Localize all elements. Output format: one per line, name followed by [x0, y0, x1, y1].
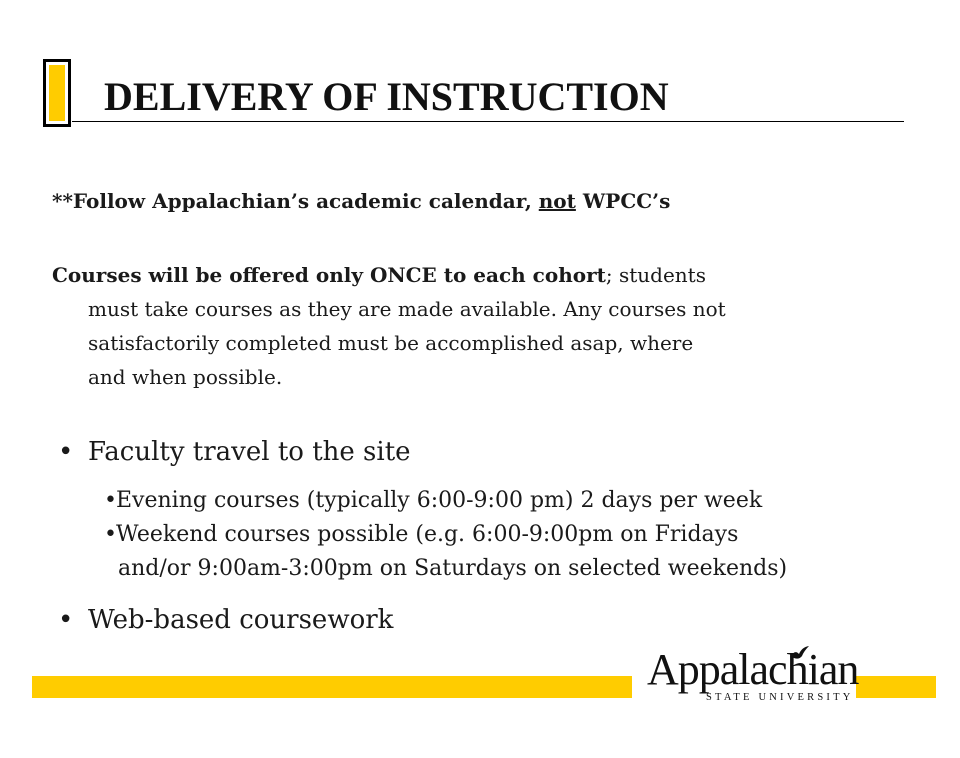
calendar-note — [52, 186, 670, 216]
page-title: DELIVERY OF INSTRUCTION — [104, 74, 669, 119]
sub-bullet-weekend — [104, 518, 738, 552]
calendar-note-emphasis: not — [538, 189, 576, 213]
bird-icon — [788, 645, 810, 665]
sub-bullet-weekend-cont: and/or 9:00am-3:00pm on Saturdays on selected weekends) — [118, 556, 788, 581]
calendar-note-part2: WPCC’s — [575, 189, 671, 213]
bullet-symbol: • — [58, 437, 74, 467]
calendar-note-part1: **Follow Appalachian’s academic calendar, — [52, 189, 539, 213]
logo-subtitle: STATE UNIVERSITY — [706, 692, 854, 703]
bullet-web-based — [58, 604, 393, 636]
sub-bullet-evening-text: Evening courses (typically 6:00-9:00 pm) 2 days per week — [116, 488, 763, 513]
paragraph-line3: satisfactorily completed must be accomplished asap, where — [88, 331, 694, 355]
bullet-symbol: • — [58, 605, 74, 635]
title-rule — [72, 121, 904, 122]
paragraph-lead: Courses will be offered only ONCE to each cohort — [52, 263, 606, 287]
title-marker-icon — [42, 58, 72, 128]
logo-wordmark: Appalachian — [647, 645, 859, 694]
sub-bullet-symbol: • — [104, 522, 117, 547]
bullet-faculty-travel-text: Faculty travel to the site — [88, 437, 411, 467]
sub-bullet-evening — [104, 484, 762, 518]
bullet-web-based-text: Web-based coursework — [88, 605, 394, 635]
sub-bullet-weekend-text: Weekend courses possible (e.g. 6:00-9:00pm on Fridays — [116, 522, 739, 547]
paragraph-line2: must take courses as they are made available. Any courses not — [88, 297, 726, 321]
bullet-faculty-travel — [58, 436, 411, 468]
paragraph-line1-rest: ; students — [605, 263, 706, 287]
footer-bar-right — [856, 676, 936, 698]
paragraph-line4: and when possible. — [88, 365, 283, 389]
footer-bar-left — [32, 676, 632, 698]
sub-bullet-symbol: • — [104, 488, 117, 513]
courses-paragraph — [52, 258, 912, 394]
